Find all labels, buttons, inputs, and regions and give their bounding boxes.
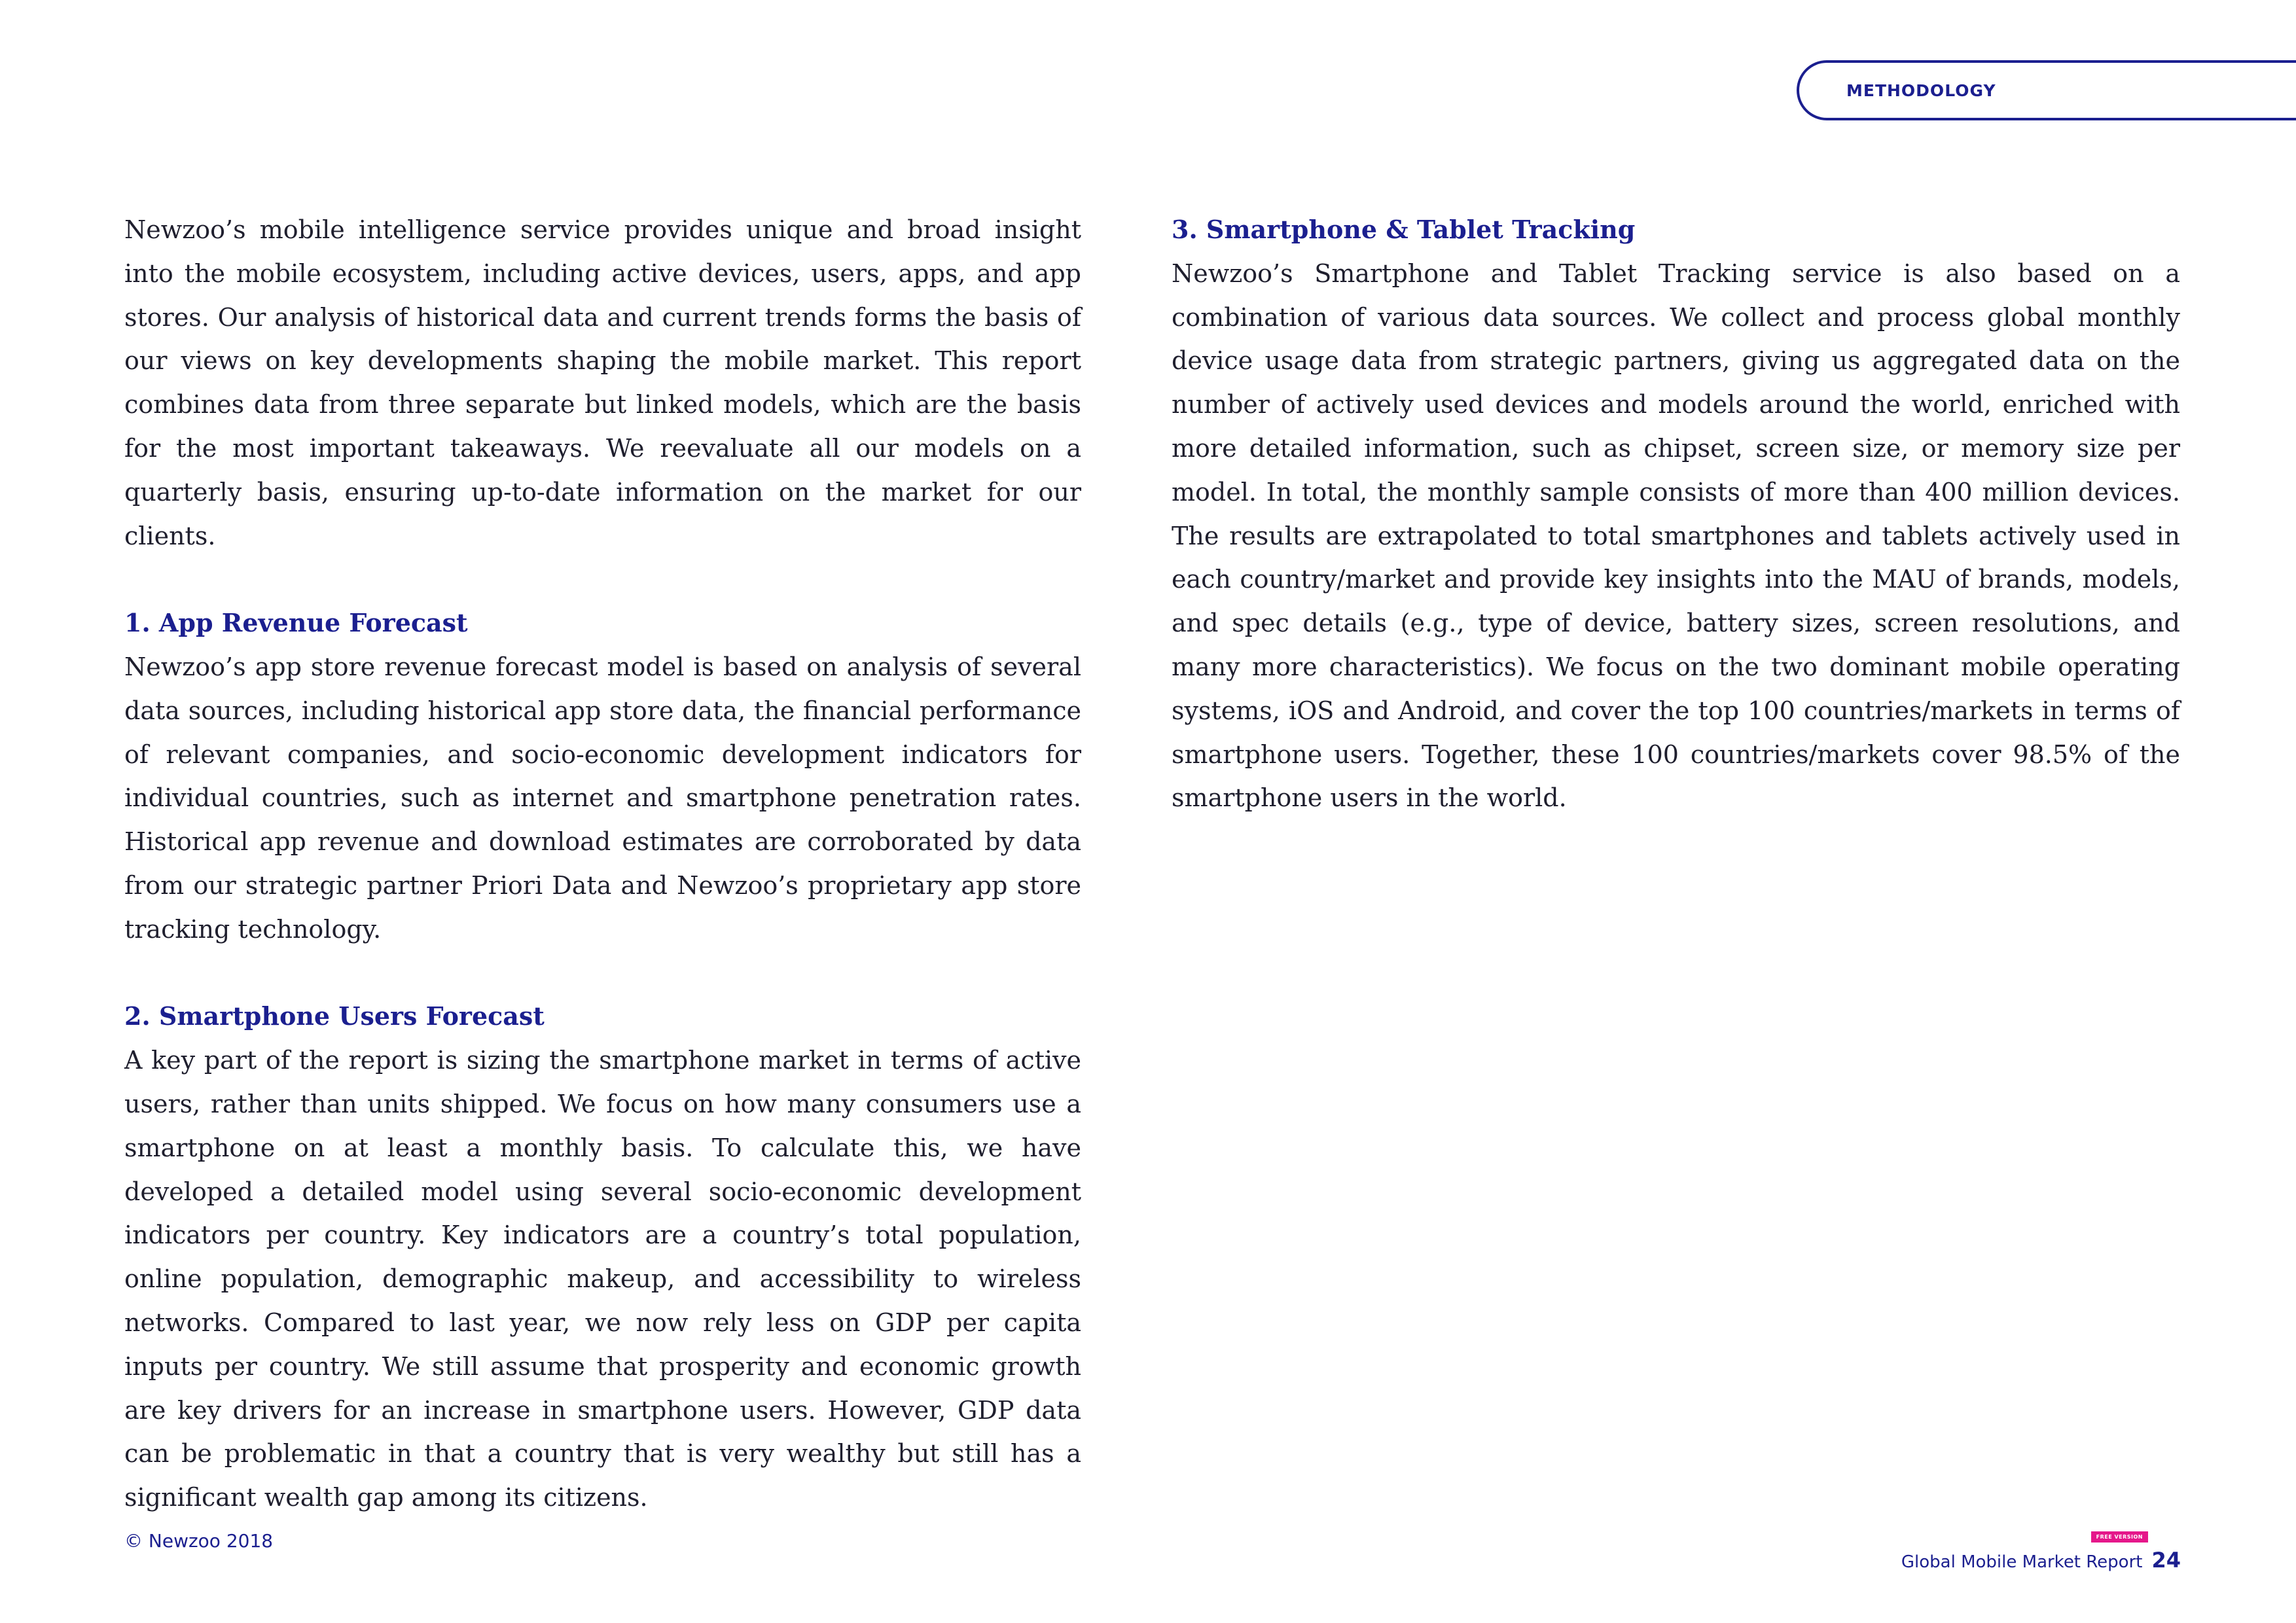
free-version-badge: FREE VERSION bbox=[2091, 1531, 2148, 1543]
section-heading-smartphone-users: 2. Smartphone Users Forecast bbox=[124, 1001, 545, 1031]
page-number: 24 bbox=[2151, 1548, 2181, 1573]
copyright: © Newzoo 2018 bbox=[124, 1530, 274, 1552]
footer-right bbox=[1901, 1531, 2181, 1573]
section-heading-app-revenue: 1. App Revenue Forecast bbox=[124, 608, 468, 638]
report-name: Global Mobile Market Report bbox=[1901, 1552, 2143, 1572]
section-tab bbox=[1797, 60, 2296, 120]
section-body-smartphone-users: A key part of the report is sizing the smartphone market in terms of active users, rather than units shipped. We focus on how many consumers use a smartphone on at least a monthly basis. To calculate this, we have developed a detailed model using several socio-economic development indicators per country. Key indicators are a country’s total population, online population, demographic makeup, and accessibility to wireless networks. Compared to last year, we now rely less on GDP per capita inputs per country. We still assume that prosperity and economic growth are key drivers for an increase in smartphone users. However, GDP data can be problematic in that a country that is very wealthy but still has a significant wealth gap among its citizens. bbox=[124, 1046, 1081, 1512]
section-label: METHODOLOGY bbox=[1846, 80, 1996, 100]
intro-paragraph: Newzoo’s mobile intelligence service provides unique and broad insight into the mobile ecosystem, including active devices, users, apps, and app stores. Our analysis of historical data and current trends forms the basis of our views on key developments shaping the mobile market. This report combines data from three separate but linked models, which are the basis for the most important takeaways. We reevaluate all our models on a quarterly basis, ensuring up-to-date information on the market for our clients. bbox=[124, 215, 1081, 550]
section-body-app-revenue: Newzoo’s app store revenue forecast model is based on analysis of several data sources, including historical app store data, the financial performance of relevant companies, and socio-economic development indicators for individual countries, such as internet and smartphone penetration rates. Historical app revenue and download estimates are corroborated by data from our strategic partner Priori Data and Newzoo’s proprietary app store tracking technology. bbox=[124, 652, 1081, 944]
section-body-tracking: Newzoo’s Smartphone and Tablet Tracking service is also based on a combination of various data sources. We collect and process global monthly device usage data from strategic partners, giving us aggregated data on the number of actively used devices and models around the world, enriched with more detailed information, such as chipset, screen size, or memory size per model. In total, the monthly sample consists of more than 400 million devices. The results are extrapolated to total smartphones and tablets actively used in each country/market and provide key insights into the MAU of brands, models, and spec details (e.g., type of device, battery sizes, screen resolutions, and many more characteristics). We focus on the two dominant mobile operating systems, iOS and Android, and cover the top 100 countries/markets in terms of smartphone users. Together, these 100 countries/markets cover 98.5% of the smartphone users in the world. bbox=[1172, 259, 2180, 813]
left-column bbox=[124, 208, 1081, 1563]
right-column bbox=[1172, 208, 2180, 864]
section-heading-tracking: 3. Smartphone & Tablet Tracking bbox=[1172, 215, 1636, 244]
footer-line bbox=[1901, 1548, 2181, 1573]
